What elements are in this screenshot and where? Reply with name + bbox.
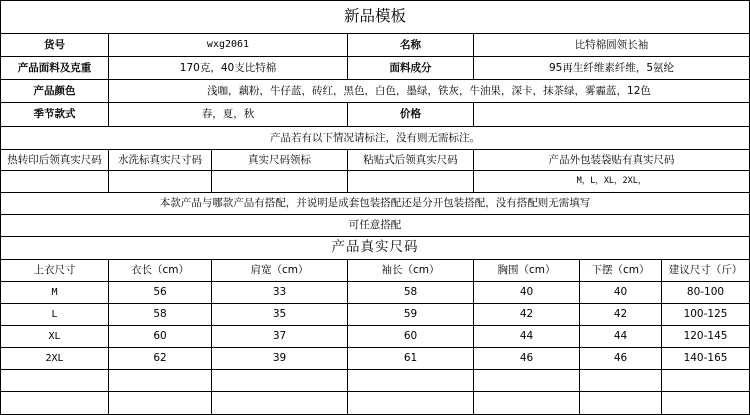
item-no-label: 货号 [0, 34, 108, 56]
size-cell: 60 [108, 326, 211, 347]
info-row-fabric [0, 57, 750, 80]
title-row [0, 0, 750, 34]
size-cell: 40 [473, 282, 579, 303]
wash-label-value [108, 171, 211, 192]
name-value: 比特棉圆领长袖 [473, 34, 750, 56]
sticker-value [347, 171, 473, 192]
label-notice: 产品若有以下情况请标注，没有则无需标注。 [0, 127, 750, 149]
size-cell: 140-165 [661, 348, 750, 369]
neck-label-value [211, 171, 347, 192]
size-cell: 39 [211, 348, 347, 369]
size-cell: 44 [579, 326, 661, 347]
size-row [0, 282, 750, 304]
size-cell: 61 [347, 348, 473, 369]
size-cell: 59 [347, 304, 473, 325]
size-cell: 37 [211, 326, 347, 347]
item-no-value: wxg2061 [108, 34, 347, 56]
info-row-colors [0, 80, 750, 103]
size-header-row [0, 260, 750, 282]
size-cell [211, 392, 347, 414]
size-row [0, 348, 750, 370]
info-row-item [0, 34, 750, 57]
size-cell: 44 [473, 326, 579, 347]
matching-value: 可任意搭配 [0, 215, 750, 236]
template-title: 新品模板 [0, 1, 750, 33]
size-header-cell: 衣长（cm） [108, 260, 211, 281]
size-cell: 33 [211, 282, 347, 303]
price-label: 价格 [347, 103, 473, 126]
size-cell: 2XL [0, 348, 108, 369]
size-section-row [0, 237, 750, 260]
size-header-cell: 建议尺寸（斤） [661, 260, 750, 281]
size-cell: 80-100 [661, 282, 750, 303]
size-cell: 62 [108, 348, 211, 369]
colors-label: 产品颜色 [0, 80, 108, 102]
size-cell: L [0, 304, 108, 325]
size-cell: 42 [579, 304, 661, 325]
matching-notice: 本款产品与哪款产品有搭配，并说明是成套包装搭配还是分开包装搭配，没有搭配则无需填写 [0, 193, 750, 214]
size-cell: 58 [108, 304, 211, 325]
size-row-empty [0, 392, 750, 415]
size-header-cell: 肩宽（cm） [211, 260, 347, 281]
price-value [473, 103, 750, 126]
size-cell [579, 392, 661, 414]
size-cell [108, 370, 211, 391]
heat-transfer-value [0, 171, 108, 192]
heat-transfer-header: 热转印后领真实尺码 [0, 150, 108, 170]
size-cell [579, 370, 661, 391]
colors-value: 浅咖，藕粉，牛仔蓝，砖红，黑色，白色，墨绿，铁灰，牛油果，深卡，抹茶绿，雾霾蓝，12色 [108, 80, 750, 102]
size-cell [473, 392, 579, 414]
size-cell: 100-125 [661, 304, 750, 325]
size-cell: 42 [473, 304, 579, 325]
info-row-season [0, 103, 750, 127]
label-values-row [0, 171, 750, 193]
size-cell [0, 370, 108, 391]
size-row-empty [0, 370, 750, 392]
name-label: 名称 [347, 34, 473, 56]
size-cell [661, 392, 750, 414]
size-cell: 58 [347, 282, 473, 303]
size-section-title: 产品真实尺码 [0, 237, 750, 259]
size-cell: XL [0, 326, 108, 347]
size-cell [661, 370, 750, 391]
size-cell: 120-145 [661, 326, 750, 347]
size-cell [347, 370, 473, 391]
size-cell [211, 370, 347, 391]
size-header-cell: 下摆（cm） [579, 260, 661, 281]
package-value: M，L，XL，2XL， [473, 171, 750, 192]
size-cell: M [0, 282, 108, 303]
fabric-weight-label: 产品面料及克重 [0, 57, 108, 79]
size-cell: 46 [473, 348, 579, 369]
size-cell: 56 [108, 282, 211, 303]
composition-value: 95再生纤维素纤维，5氨纶 [473, 57, 750, 79]
package-header: 产品外包装袋贴有真实尺码 [473, 150, 750, 170]
fabric-weight-value: 170克，40支比特棉 [108, 57, 347, 79]
size-cell [473, 370, 579, 391]
wash-label-header: 水洗标真实尺寸码 [108, 150, 211, 170]
size-row [0, 304, 750, 326]
size-cell: 35 [211, 304, 347, 325]
sticker-header: 粘贴式后领真实尺码 [347, 150, 473, 170]
size-cell: 46 [579, 348, 661, 369]
size-header-cell: 上衣尺寸 [0, 260, 108, 281]
size-cell [108, 392, 211, 414]
size-header-cell: 胸围（cm） [473, 260, 579, 281]
size-cell: 60 [347, 326, 473, 347]
size-cell [0, 392, 108, 414]
label-headers-row [0, 150, 750, 171]
composition-label: 面料成分 [347, 57, 473, 79]
size-cell: 40 [579, 282, 661, 303]
label-notice-row [0, 127, 750, 150]
season-value: 春，夏，秋 [108, 103, 347, 126]
matching-value-row [0, 215, 750, 237]
size-header-cell: 袖长（cm） [347, 260, 473, 281]
size-cell [347, 392, 473, 414]
matching-notice-row [0, 193, 750, 215]
size-row [0, 326, 750, 348]
season-label: 季节款式 [0, 103, 108, 126]
neck-label-header: 真实尺码领标 [211, 150, 347, 170]
